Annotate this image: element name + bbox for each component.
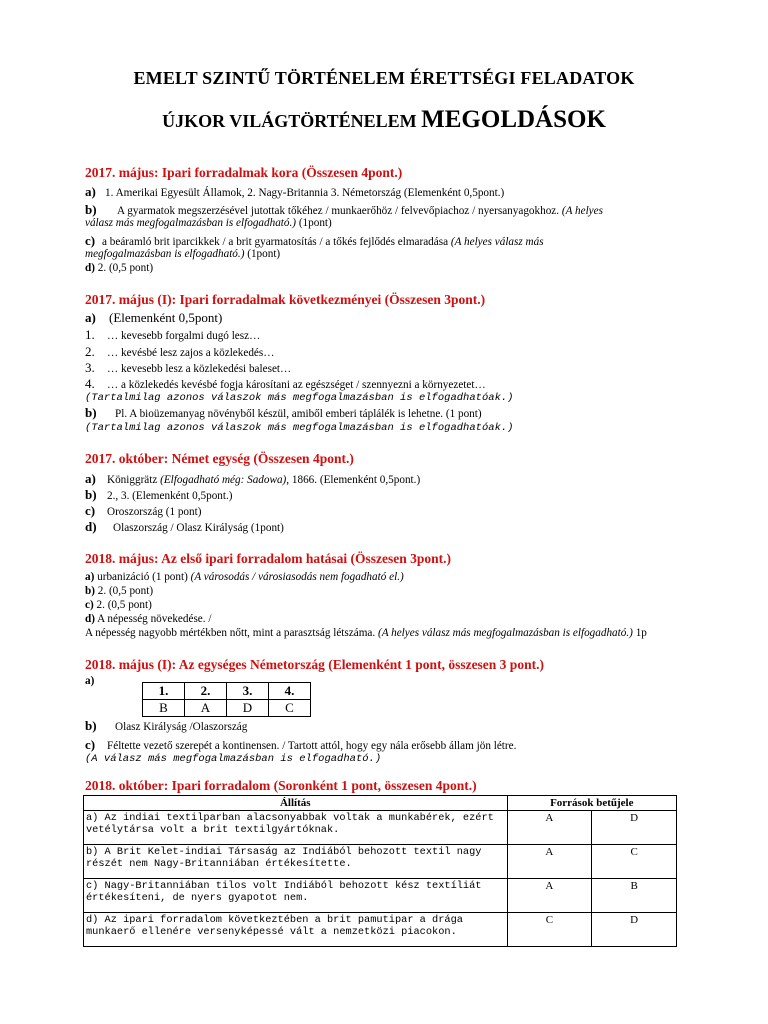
source-cell: A bbox=[507, 879, 592, 913]
list-item bbox=[85, 377, 486, 392]
answer-key: a) bbox=[85, 310, 96, 325]
statement-cell: d) Az ipari forradalom következtében a brit pamutipar a drága munkaerő ellenére versenyképessé vált a nemzetközi piacokon. bbox=[84, 913, 508, 947]
answer-note: (Elfogadható még: Sadowa) bbox=[160, 474, 287, 486]
statement-cell: c) Nagy-Britanniában tilos volt Indiából behozott kész textíliát értékesíteni, de nyers gyapotot nem. bbox=[84, 879, 508, 913]
item-text: … a közlekedés kevésbé fogja károsítani az egészséget / szennyezni a környezetet… bbox=[107, 379, 486, 391]
document-title: EMELT SZINTŰ TÖRTÉNELEM ÉRETTSÉGI FELADATOK bbox=[133, 68, 635, 88]
answer-text: Olasz Királyság /Olaszország bbox=[115, 721, 248, 733]
answer-text: 2. (0,5 pont) bbox=[94, 262, 154, 274]
answer-text: urbanizáció (1 pont) bbox=[94, 571, 191, 583]
item-text: … kevesebb lesz a közlekedési baleset… bbox=[107, 363, 292, 375]
answer-4b bbox=[85, 585, 153, 598]
item-number: 2. bbox=[85, 344, 95, 359]
answer-key: b) bbox=[85, 585, 95, 597]
section-heading-2018-may-i: 2018. május (I): Az egységes Németország (Elemenként 1 pont, összesen 3 pont.) bbox=[85, 657, 544, 672]
answer-points: (1pont) bbox=[244, 248, 281, 260]
answer-key: c) bbox=[85, 599, 94, 611]
table-cell: B bbox=[143, 700, 185, 717]
answer-3a bbox=[85, 472, 420, 487]
answer-4a bbox=[85, 571, 404, 584]
table-header-cell: 1. bbox=[143, 683, 185, 700]
item-number: 1. bbox=[85, 327, 95, 342]
answer-key: c) bbox=[85, 233, 96, 248]
answer-table-small bbox=[142, 682, 311, 717]
source-cell: A bbox=[507, 845, 592, 879]
section-heading-2017-may-i: 2017. május (I): Ipari forradalmak következményei (Összesen 3pont.) bbox=[85, 292, 486, 307]
answer-text: (Elemenként 0,5pont) bbox=[109, 310, 223, 325]
answer-points: 1p bbox=[632, 627, 647, 639]
section-heading-2018-october: 2018. október: Ipari forradalom (Soronként 1 pont, összesen 4pont.) bbox=[85, 778, 477, 793]
answer-4d bbox=[85, 613, 211, 626]
answer-2a bbox=[85, 311, 222, 324]
list-item bbox=[85, 345, 274, 360]
answer-key: a) bbox=[85, 184, 96, 199]
answer-text: Oroszország (1 pont) bbox=[107, 506, 202, 518]
section-heading-2018-may: 2018. május: Az első ipari forradalom hatásai (Összesen 3pont.) bbox=[85, 551, 451, 566]
answer-text: Pl. A bioüzemanyag növényből készül, amiből emberi táplálék is lehetne. (1 pont) bbox=[115, 408, 482, 420]
statement-cell: b) A Brit Kelet-indiai Társaság az Indiából behozott textil nagy részét nem Nagy-Britanniában értékesítette. bbox=[84, 845, 508, 879]
statement-cell: a) Az indiai textilparban alacsonyabbak voltak a munkabérek, ezért vetélytársa volt a brit textilgyártóknak. bbox=[84, 811, 508, 845]
answer-text: 2., 3. (Elemenként 0,5pont.) bbox=[107, 490, 233, 502]
column-header-statement: Állítás bbox=[84, 796, 508, 811]
item-text: … kevesebb forgalmi dugó lesz… bbox=[107, 330, 261, 342]
answer-5c bbox=[85, 738, 516, 753]
item-number: 4. bbox=[85, 376, 95, 391]
answer-1a bbox=[85, 185, 504, 200]
source-cell: A bbox=[507, 811, 592, 845]
table-row bbox=[84, 913, 677, 947]
answer-note: (A városodás / városiasodás nem fogadható el.) bbox=[190, 571, 404, 583]
answer-note: (A helyes bbox=[561, 205, 603, 217]
answer-1b bbox=[85, 203, 603, 218]
answer-key: a) bbox=[85, 471, 96, 486]
answer-text: 2. (0,5 pont) bbox=[93, 599, 152, 611]
answer-5a bbox=[85, 675, 94, 688]
answer-1c-cont bbox=[85, 248, 280, 261]
table-cell: A bbox=[185, 700, 227, 717]
answer-key: d) bbox=[85, 613, 95, 625]
subtitle-main: ÚJKOR VILÁGTÖRTÉNELEM bbox=[162, 111, 422, 131]
answer-3c bbox=[85, 504, 201, 519]
note-text: (Tartalmilag azonos válaszok más megfogalmazásban is elfogadhatóak.) bbox=[85, 422, 514, 434]
table-row bbox=[84, 811, 677, 845]
table-header-cell: 3. bbox=[227, 683, 269, 700]
source-cell: D bbox=[592, 811, 677, 845]
answer-text: a beáramló brit iparcikkek / a brit gyarmatosítás / a tőkés fejlődés elmaradása bbox=[102, 236, 451, 248]
answer-1d bbox=[85, 262, 153, 275]
table-row bbox=[143, 700, 311, 717]
table-header-cell: 4. bbox=[269, 683, 311, 700]
table-cell: C bbox=[269, 700, 311, 717]
answer-key: b) bbox=[85, 202, 97, 217]
subtitle-emphasis: MEGOLDÁSOK bbox=[421, 106, 606, 133]
answer-text: Féltette vezető szerepét a kontinensen. / Tartott attól, hogy egy nála erősebb állam jön létre. bbox=[107, 740, 517, 752]
answer-key: c) bbox=[85, 503, 96, 518]
column-header-sources: Források betűjele bbox=[507, 796, 676, 811]
section-heading-2017-october: 2017. október: Német egység (Összesen 4pont.) bbox=[85, 451, 354, 466]
answer-note: (A helyes válasz más megfogalmazásban is elfogadható.) bbox=[377, 627, 633, 639]
list-item bbox=[85, 328, 260, 343]
item-text: … kevésbé lesz zajos a közlekedés… bbox=[107, 347, 275, 359]
answer-text: Olaszország / Olasz Királyság (1pont) bbox=[113, 522, 284, 534]
list-item bbox=[85, 361, 291, 376]
answer-3d bbox=[85, 520, 284, 535]
answer-1b-cont bbox=[85, 217, 332, 230]
answer-1c bbox=[85, 234, 544, 249]
answer-key: d) bbox=[85, 519, 97, 534]
table-row bbox=[143, 683, 311, 700]
answer-5b bbox=[85, 719, 247, 734]
answer-text: 1. Amerikai Egyesült Államok, 2. Nagy-Britannia 3. Németország (Elemenként 0,5pont.) bbox=[105, 187, 505, 199]
table-header-cell: 2. bbox=[185, 683, 227, 700]
table-row bbox=[84, 845, 677, 879]
answer-3b bbox=[85, 488, 233, 503]
answer-4d-cont bbox=[85, 627, 647, 640]
answer-note: (A helyes válasz más bbox=[450, 236, 544, 248]
answer-text: A gyarmatok megszerzésével jutottak tőkéhez / munkaerőhöz / felvevőpiachoz / nyersanyagokhoz. bbox=[117, 205, 562, 217]
answer-key: a) bbox=[85, 675, 95, 687]
table-row bbox=[84, 879, 677, 913]
section-heading-2017-may: 2017. május: Ipari forradalmak kora (Összesen 4pont.) bbox=[85, 165, 403, 180]
answer-note: megfogalmazásban is elfogadható.) bbox=[85, 248, 245, 260]
table-header-row bbox=[84, 796, 677, 811]
source-cell: D bbox=[592, 913, 677, 947]
answer-points: (1pont) bbox=[296, 217, 332, 229]
answer-key: b) bbox=[85, 487, 97, 502]
source-cell: C bbox=[592, 845, 677, 879]
answer-key: b) bbox=[85, 405, 97, 420]
note-text: (A válasz más megfogalmazásban is elfogadható.) bbox=[85, 753, 382, 765]
answer-4c bbox=[85, 599, 152, 612]
answer-key: a) bbox=[85, 571, 95, 583]
note bbox=[85, 391, 513, 405]
answer-2b bbox=[85, 406, 482, 421]
source-cell: C bbox=[507, 913, 592, 947]
note-text: (Tartalmilag azonos válaszok más megfogalmazásban is elfogadhatóak.) bbox=[85, 392, 514, 404]
table-cell: D bbox=[227, 700, 269, 717]
answer-note: válasz más megfogalmazásban is elfogadható.) bbox=[85, 217, 297, 229]
answer-text: 2. (0,5 pont) bbox=[94, 585, 154, 597]
note bbox=[85, 752, 381, 766]
answer-key: c) bbox=[85, 737, 96, 752]
answer-text: Königgrätz bbox=[107, 474, 161, 486]
answer-key: d) bbox=[85, 262, 95, 274]
item-number: 3. bbox=[85, 360, 95, 375]
answer-text: A népesség növekedése. / bbox=[94, 613, 212, 625]
answer-text: , 1866. (Elemenként 0,5pont.) bbox=[286, 474, 421, 486]
source-cell: B bbox=[592, 879, 677, 913]
note bbox=[85, 421, 513, 435]
document-subtitle bbox=[0, 106, 768, 134]
answer-key: b) bbox=[85, 718, 97, 733]
answer-table bbox=[83, 795, 677, 947]
answer-text: A népesség nagyobb mértékben nőtt, mint a parasztság létszáma. bbox=[85, 627, 378, 639]
